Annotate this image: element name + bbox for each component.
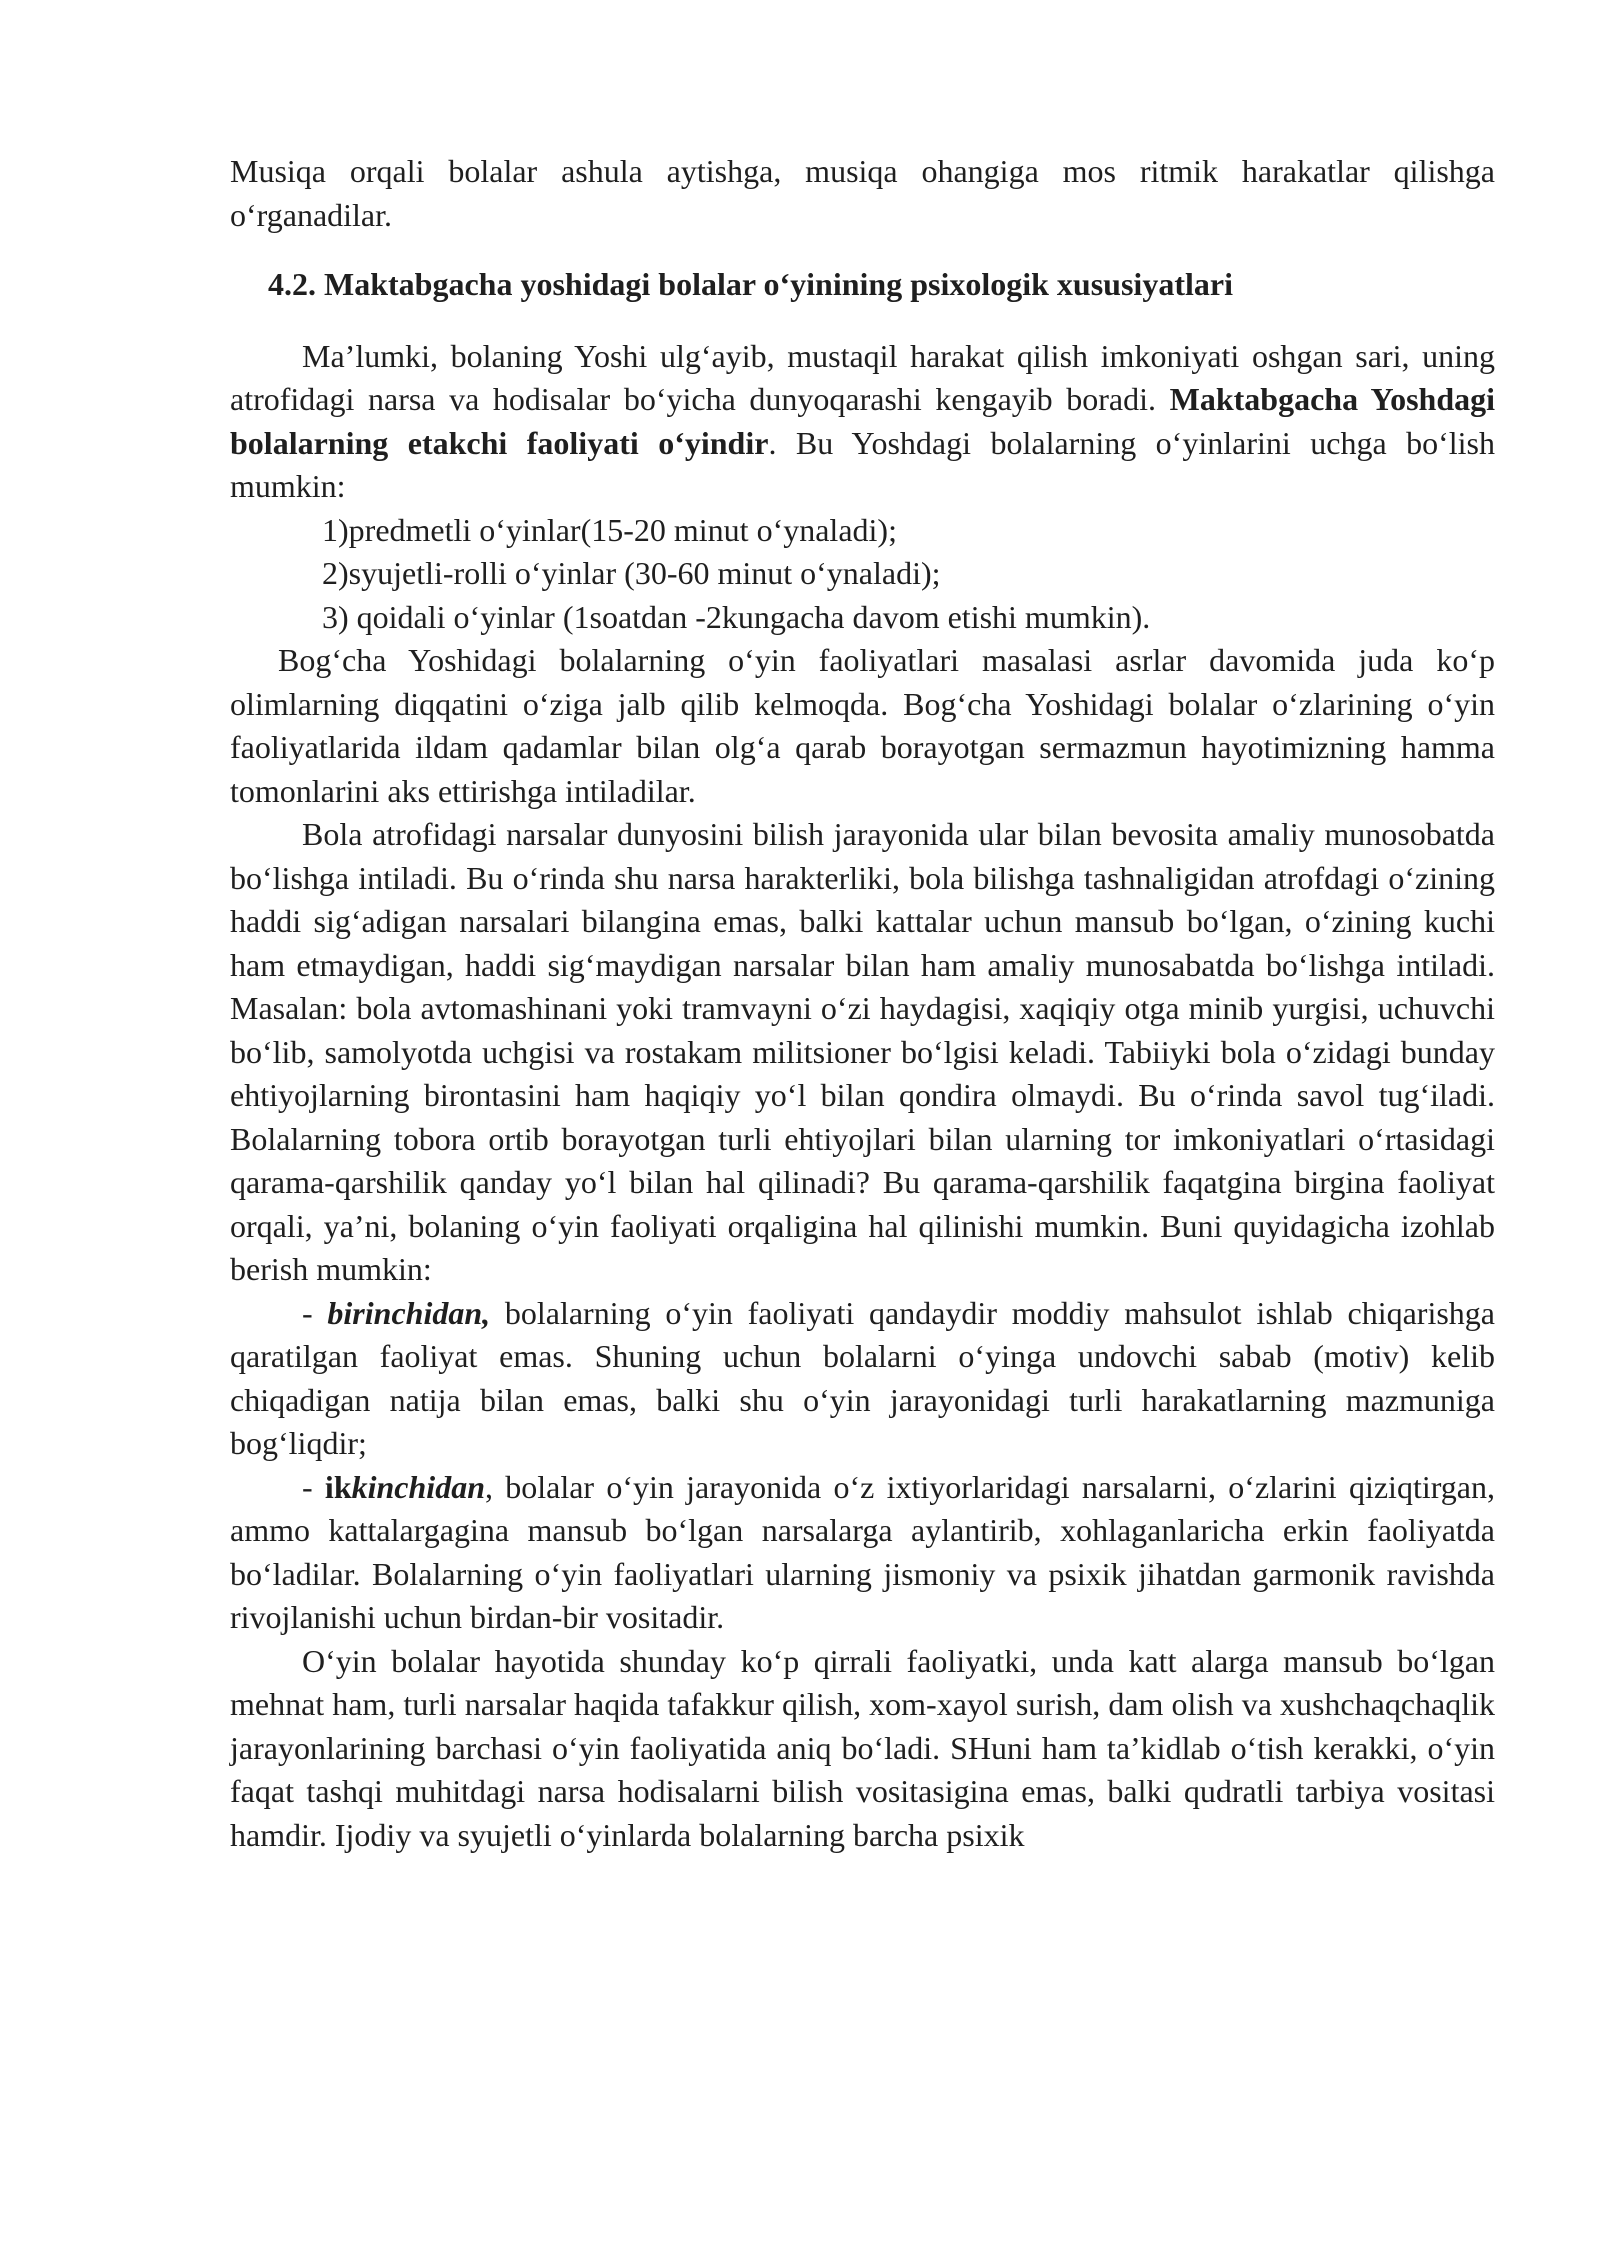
list-item: 3) qoidali o‘yinlar (1soatdan -2kungacha davom etishi mumkin). xyxy=(322,598,1151,635)
paragraph-1-text: Ma’lumki, bolaning Yoshi ulg‘ayib, mustaqil harakat qilish imkoniyati oshgan sari, uning atrofidagi narsa va hodisalar bo‘yicha dunyoqarashi kengayib boradi. xyxy=(230,337,1495,417)
paragraph-5-bold: ik xyxy=(324,1468,352,1505)
paragraph-1-text-end: . Bu Yoshdagi bolalarning o‘yinlarini uchga bo‘lish mumkin: xyxy=(230,424,1496,504)
paragraph-2: Bog‘cha Yoshidagi bolalarning o‘yin faoliyatlari masalasi asrlar davomida juda ko‘p olimlarning diqqatini o‘ziga jalb qilib kelmoqda. Bog‘cha Yoshidagi bolalar o‘zlarining o‘yin faoliyatlarida ildam qadamlar bilan olg‘a qarab borayotgan sermazmun hayotimizning hamma tomonlarini aks ettirishga intiladilar. xyxy=(230,642,1495,809)
paragraph-6: O‘yin bolalar hayotida shunday ko‘p qirrali faoliyatki, unda katt alarga mansub bo‘lgan mehnat ham, turli narsalar haqida tafakkur qilish, xom-xayol surish, dam olish va xushchaqchaqlik jarayonlarining barchasi o‘yin faoliyatida aniq bo‘ladi. SHuni ham ta’kidlab o‘tish kerakki, o‘yin faqat tashqi muhitdagi narsa hodisalarni bilish vositasigina emas, balki qudratli tarbiya vositasi hamdir. Ijodiy va syujetli o‘yinlarda bolalarning barcha psixik xyxy=(230,1642,1495,1853)
dash: - xyxy=(302,1294,328,1331)
paragraph-5-emphasis: kinchidan xyxy=(351,1468,485,1505)
document-page xyxy=(230,150,1495,1857)
dash: - xyxy=(302,1468,325,1505)
paragraph-1 xyxy=(230,335,1495,509)
paragraph-3: Bola atrofidagi narsalar dunyosini bilish jarayonida ular bilan bevosita amaliy munosobatda bo‘lishga intiladi. Bu o‘rinda shu narsa harakterliki, bola bilishga tashnaligidan atrofdagi o‘zining haddi sig‘adigan narsalari bilangina emas, balki kattalar uchun mansub bo‘lgan, o‘zining kuchi ham etmaydigan, haddi sig‘maydigan narsalar bilan ham amaliy munosabatda bo‘lishga intiladi. Masalan: bola avtomashinani yoki tramvayni o‘zi haydagisi, xaqiqiy otga minib yurgisi, uchuvchi bo‘lib, samolyotda uchgisi va rostakam militsioner bo‘lgisi keladi. Tabiiyki bola o‘zidagi bunday ehtiyojlarning birontasini ham haqiqiy yo‘l bilan qondira olmaydi. Bu o‘rinda savol tug‘iladi. Bolalarning tobora ortib borayotgan turli ehtiyojlari bilan ularning tor imkoniyatlari o‘rtasidagi qarama-qarshilik qanday yo‘l bilan hal qilinadi? Bu qarama-qarshilik faqatgina birgina faoliyat orqali, ya’ni, bolaning o‘yin faoliyati orqaligina hal qilinishi mumkin. Buni quyidagicha izohlab berish mumkin: xyxy=(230,816,1495,1287)
paragraph-4 xyxy=(230,1292,1495,1466)
list-item: 1)predmetli o‘yinlar(15-20 minut o‘ynaladi); xyxy=(322,511,897,548)
section-heading: 4.2. Maktabgacha yoshidagi bolalar o‘yinining psixologik xususiyatlari xyxy=(268,266,1233,302)
list-item: 2)syujetli-rolli o‘yinlar (30-60 minut o‘ynaladi); xyxy=(322,555,941,591)
paragraph-4-emphasis: birinchidan, xyxy=(327,1294,491,1331)
paragraph-5-text: , bolalar o‘yin jarayonida o‘z ixtiyorlaridagi narsalarni, o‘zlarini qiziqtirgan, ammo kattalargagina mansub bo‘lgan narsalarga aylantirib, xohlaganlaricha erkin faoliyatda bo‘ladilar. Bolalarning o‘yin faoliyatlari ularning jismoniy va psixik jihatdan garmonik ravishda rivojlanishi uchun birdan-bir vositadir. xyxy=(230,1468,1496,1635)
paragraph-5 xyxy=(230,1466,1495,1640)
paragraph-4-text: bolalarning o‘yin faoliyati qandaydir moddiy mahsulot ishlab chiqarishga qaratilgan faoliyat emas. Shuning uchun bolalarni o‘yinga undovchi sabab (motiv) kelib chiqadigan natija bilan emas, balki shu o‘yin jarayonidagi turli harakatlarning mazmuniga bog‘liqdir; xyxy=(230,1294,1496,1461)
intro-paragraph: Musiqa orqali bolalar ashula aytishga, musiqa ohangiga mos ritmik harakatlar qilishga o‘rganadilar. xyxy=(230,153,1495,233)
paragraph-1-bold: Maktabgacha Yoshdagi bolalarning etakchi faoliyati o‘yindir xyxy=(230,381,1496,461)
